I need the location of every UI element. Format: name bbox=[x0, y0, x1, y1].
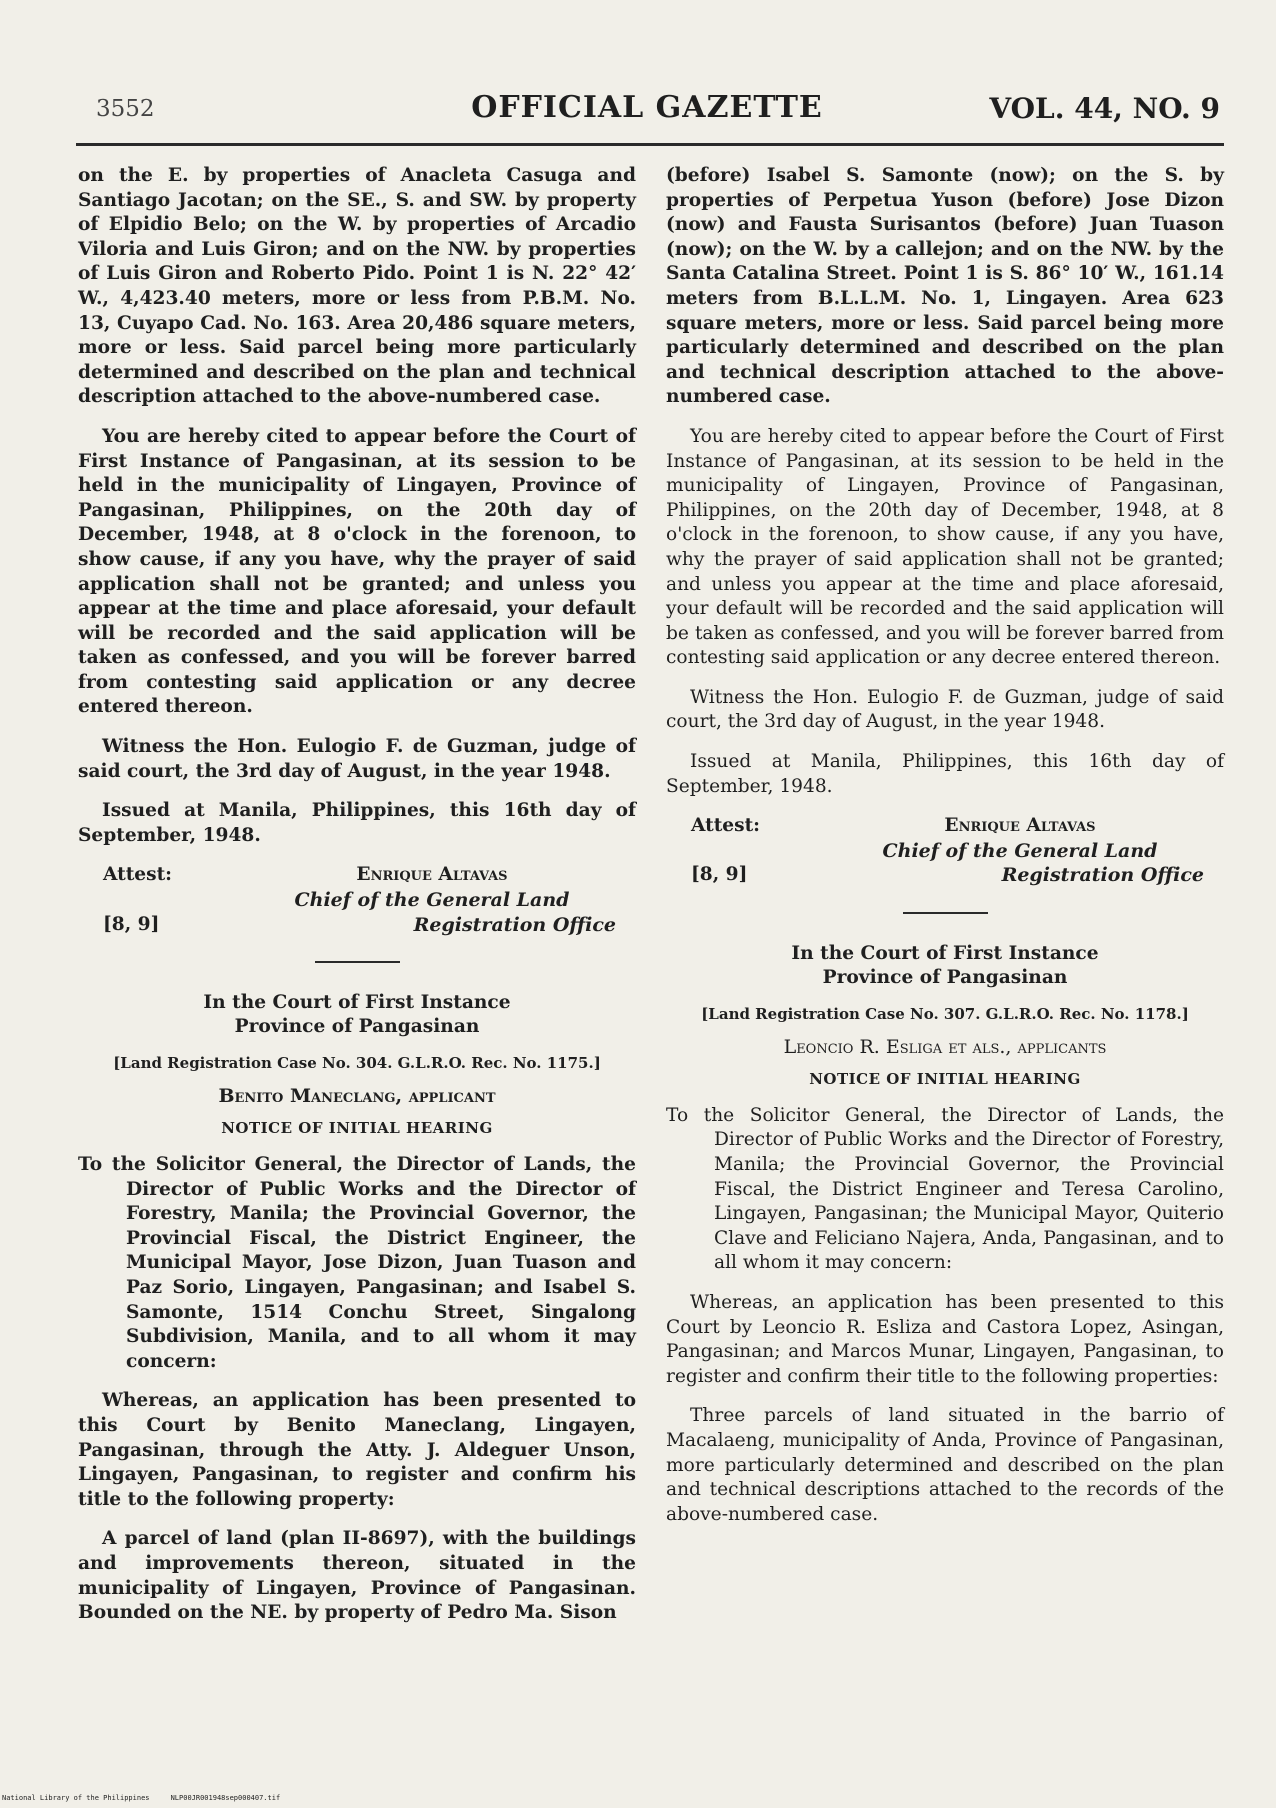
file-label: NLP00JR001948sep000407.tif bbox=[170, 1794, 281, 1802]
section-divider bbox=[315, 961, 400, 963]
court-heading bbox=[666, 942, 1224, 990]
applicant-line: Benito Maneclang, applicant bbox=[218, 1084, 496, 1107]
attest-reference: [8, 9] bbox=[103, 913, 160, 935]
parcels-paragraph: Three parcels of land situated in the barrio of Macalaeng, municipality of Anda, Province of Pangasinan, more particularly determined and described on the plan and technical descriptions attached to the records of the above-numbered case. bbox=[666, 1405, 1224, 1525]
citation-paragraph: You are hereby cited to appear before the Court of First Instance of Pangasinan, at its session to be held in the municipality of Lingayen, Province of Pangasinan, Philippines, on the 20th day of December, 1948, at 8 o'clock in the forenoon, to show cause, if any you have, why the prayer of said application shall not be granted; and unless you appear at the time and place aforesaid, your default will be recorded and the said application will be taken as confessed, and you will be forever barred from contesting said application or any decree entered thereon. bbox=[78, 425, 636, 718]
court-name: In the Court of First Instance bbox=[791, 943, 1099, 965]
right-column bbox=[666, 164, 1224, 1542]
notice-heading: NOTICE OF INITIAL HEARING bbox=[221, 1119, 493, 1138]
page-header bbox=[70, 88, 1224, 128]
witness-paragraph: Witness the Hon. Eulogio F. de Guzman, judge of said court, the 3rd day of August, in the year 1948. bbox=[666, 686, 1224, 733]
header-rule bbox=[76, 143, 1224, 146]
issued-paragraph: Issued at Manila, Philippines, this 16th day of September, 1948. bbox=[666, 751, 1224, 797]
scan-footer bbox=[2, 1794, 280, 1802]
section-divider bbox=[903, 912, 988, 914]
court-province: Province of Pangasinan bbox=[234, 1016, 480, 1038]
court-name: In the Court of First Instance bbox=[203, 992, 511, 1014]
attest-signatory: Enrique Altavas bbox=[944, 815, 1096, 837]
case-reference: [Land Registration Case No. 307. G.L.R.O. Rec. No. 1178.] bbox=[701, 1005, 1189, 1024]
issued-paragraph: Issued at Manila, Philippines, this 16th day of September, 1948. bbox=[78, 800, 636, 846]
case-reference: [Land Registration Case No. 304. G.L.R.O. Rec. No. 1175.] bbox=[113, 1054, 601, 1073]
witness-paragraph: Witness the Hon. Eulogio F. de Guzman, judge of said court, the 3rd day of August, in the year 1948. bbox=[78, 736, 636, 782]
attest-office: Registration Office bbox=[1001, 864, 1204, 887]
page-number: 3552 bbox=[96, 96, 155, 122]
citation-paragraph: You are hereby cited to appear before the Court of First Instance of Pangasinan, at its session to be held in the municipality of Lingayen, Province of Pangasinan, Philippines, on the 20th day of December, 1948, at 8 o'clock in the forenoon, to show cause, if any you have, why the prayer of said application shall not be granted; and unless you appear at the time and place aforesaid, your default will be recorded and the said application will be taken as confessed, and you will be forever barred from contesting said application or any decree entered thereon. bbox=[666, 425, 1224, 669]
volume-number: VOL. 44, NO. 9 bbox=[989, 92, 1220, 125]
library-label: National Library of the Philippines bbox=[2, 1794, 150, 1802]
attest-office: Registration Office bbox=[413, 913, 616, 936]
left-column bbox=[78, 164, 636, 1641]
parcel-paragraph: A parcel of land (plan II-8697), with the buildings and improvements thereon, situated in the municipality of Lingayen, Province of Pangasinan. Bounded on the NE. by property of Pedro Ma. Sison bbox=[78, 1528, 636, 1624]
whereas-paragraph: Whereas, an application has been presented to this Court by Leoncio R. Esliza and Castora Lopez, Asingan, Pangasinan; and Marcos Munar, Lingayen, Pangasinan, to register and confirm their title to the following properties: bbox=[666, 1291, 1224, 1387]
addressee-paragraph: To the Solicitor General, the Director of Lands, the Director of Public Works and the Director of Forestry, Manila; the Provincial Governor, the Provincial Fiscal, the District Engineer and Teresa Carolino, Lingayen, Pangasinan; the Municipal Mayor, Quiterio Clave and Feliciano Najera, Anda, Pangasinan, and to all whom it may concern: bbox=[666, 1104, 1224, 1274]
attest-title: Chief of the General Land bbox=[294, 889, 570, 912]
applicant-line: Leoncio R. Esliga et als., applicants bbox=[783, 1035, 1107, 1058]
notice-heading: NOTICE OF INITIAL HEARING bbox=[809, 1070, 1081, 1089]
publication-title: OFFICIAL GAZETTE bbox=[471, 90, 823, 125]
continuation-paragraph: on the E. by properties of Anacleta Casuga and Santiago Jacotan; on the SE., S. and SW. by property of Elpidio Belo; on the W. by properties of Arcadio Viloria and Luis Giron; and on the NW. by properties of Luis Giron and Roberto Pido. Point 1 is N. 22° 42′ W., 4,423.40 meters, more or less from P.B.M. No. 13, Cuyapo Cad. No. 163. Area 20,486 square meters, more or less. Said parcel being more particularly determined and described on the plan and technical description attached to the above-numbered case. bbox=[78, 165, 636, 408]
whereas-paragraph: Whereas, an application has been presented to this Court by Benito Maneclang, Lingayen, Pangasinan, through the Atty. J. Aldeguer Unson, Lingayen, Pangasinan, to register and confirm his title to the following property: bbox=[78, 1390, 636, 1510]
continuation-paragraph: (before) Isabel S. Samonte (now); on the S. by properties of Perpetua Yuson (before) Jose Dizon (now) and Fausta Surisantos (before) Juan Tuason (now); on the W. by a callejon; and on the NW. by the Santa Catalina Street. Point 1 is S. 86° 10′ W., 161.14 meters from B.L.L.M. No. 1, Lingayen. Area 623 square meters, more or less. Said parcel being more particularly determined and described on the plan and technical description attached to the above-numbered case. bbox=[666, 165, 1224, 408]
attest-reference: [8, 9] bbox=[691, 864, 748, 886]
attest-label: Attest: bbox=[103, 864, 173, 886]
attestation-block bbox=[666, 814, 1224, 888]
attestation-block bbox=[78, 863, 636, 937]
addressee-paragraph: To the Solicitor General, the Director of Lands, the Director of Public Works and the Director of Forestry, Manila; the Provincial Governor, the Provincial Fiscal, the District Engineer, the Municipal Mayor, Jose Dizon, Juan Tuason and Paz Sorio, Lingayen, Pangasinan; and Isabel S. Samonte, 1514 Conchu Street, Singalong Subdivision, Manila, and to all whom it may concern: bbox=[78, 1154, 636, 1372]
attest-signatory: Enrique Altavas bbox=[356, 864, 508, 886]
court-heading bbox=[78, 991, 636, 1039]
attest-label: Attest: bbox=[691, 815, 761, 837]
court-province: Province of Pangasinan bbox=[822, 967, 1068, 989]
attest-title: Chief of the General Land bbox=[882, 839, 1158, 862]
